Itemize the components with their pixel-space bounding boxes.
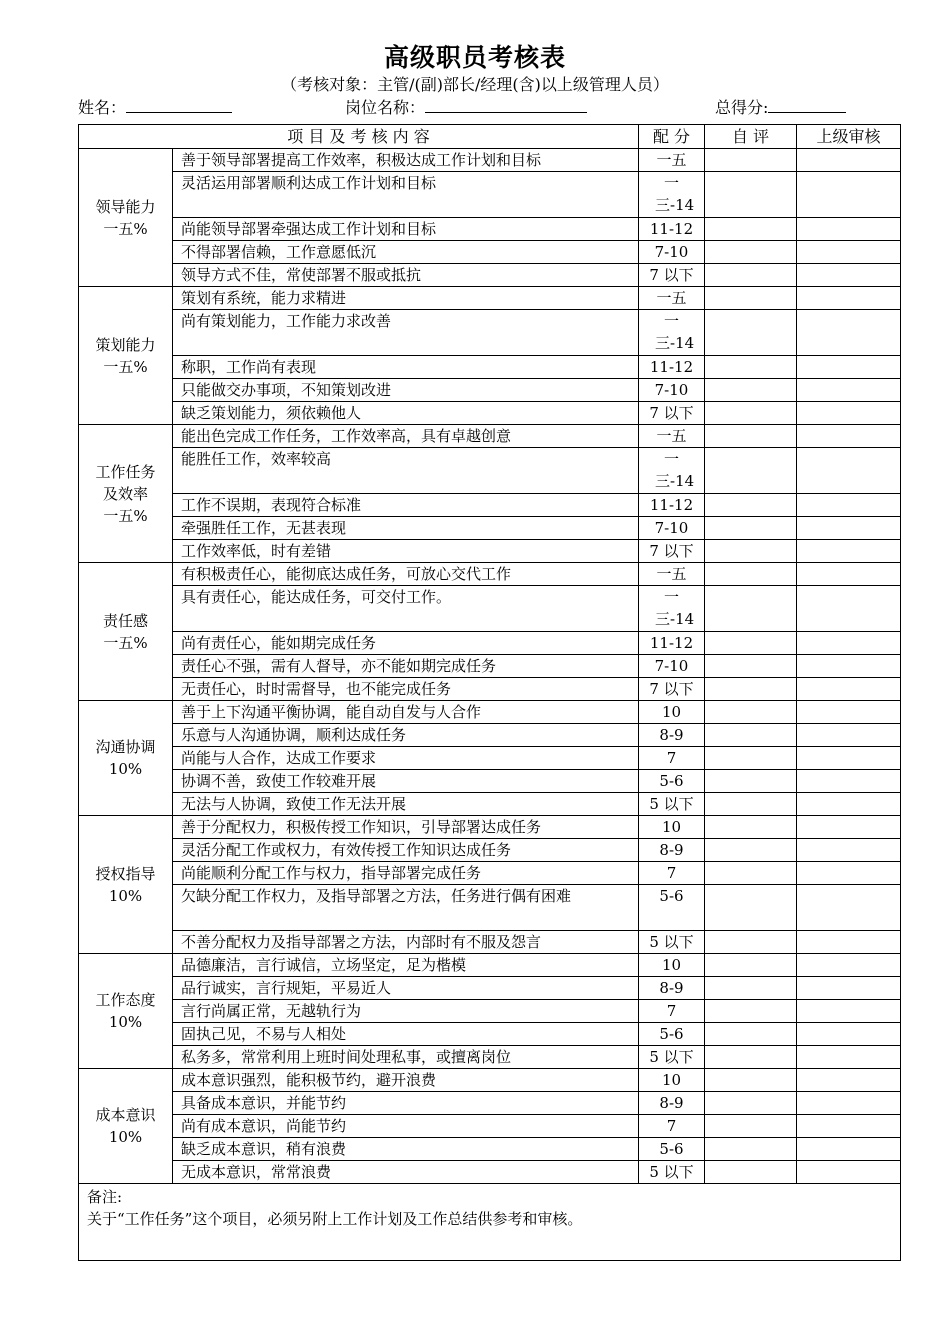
criterion-description: 领导方式不佳，常使部署不服或抵抗: [173, 264, 639, 287]
category-cell: [79, 563, 173, 701]
header-item: 项 目 及 考 核 内 容: [79, 125, 639, 149]
category-weight: 10%: [108, 886, 143, 905]
form-title: 高级职员考核表: [383, 43, 566, 72]
total-score-blank[interactable]: [768, 96, 846, 113]
superior-review-cell[interactable]: [797, 1161, 901, 1184]
table-row: [79, 839, 901, 862]
self-eval-cell[interactable]: [705, 448, 797, 494]
superior-review-cell[interactable]: [797, 241, 901, 264]
category-weight: 10%: [108, 1128, 143, 1146]
superior-review-cell[interactable]: [797, 1046, 901, 1069]
criterion-score: 一五: [639, 425, 705, 448]
criterion-score: 11-12: [639, 356, 705, 379]
superior-review-cell[interactable]: [797, 862, 901, 885]
self-eval-cell[interactable]: [705, 287, 797, 310]
table-row: [79, 241, 901, 264]
self-eval-cell[interactable]: [705, 632, 797, 655]
category-name: 工作任务及效率: [95, 462, 156, 503]
superior-review-cell[interactable]: [797, 402, 901, 425]
self-eval-cell[interactable]: [705, 770, 797, 793]
self-eval-cell[interactable]: [705, 747, 797, 770]
self-eval-cell[interactable]: [705, 1046, 797, 1069]
self-eval-cell[interactable]: [705, 1023, 797, 1046]
self-eval-cell[interactable]: [705, 172, 797, 218]
superior-review-cell[interactable]: [797, 379, 901, 402]
superior-review-cell[interactable]: [797, 885, 901, 931]
criterion-description: 品德廉洁，言行诚信，立场坚定，足为楷模: [173, 954, 639, 977]
criterion-score: 7-10: [639, 379, 705, 402]
self-eval-cell[interactable]: [705, 724, 797, 747]
superior-review-cell[interactable]: [797, 724, 901, 747]
name-field[interactable]: [78, 95, 232, 118]
criterion-description: 乐意与人沟通协调，顺利达成任务: [173, 724, 639, 747]
criterion-score: 7-10: [639, 655, 705, 678]
criterion-description: 能胜任工作，效率较高: [173, 448, 639, 494]
criterion-score: 10: [639, 954, 705, 977]
criterion-score: 7 以下: [639, 678, 705, 701]
category-weight: 一五%: [103, 357, 148, 376]
self-eval-cell[interactable]: [705, 1161, 797, 1184]
category-name: 工作态度: [95, 991, 156, 1009]
criterion-score: 7: [639, 1000, 705, 1023]
name-blank[interactable]: [126, 96, 232, 113]
table-row: [79, 1092, 901, 1115]
criterion-description: 私务多，常常利用上班时间处理私事，或擅离岗位: [173, 1046, 639, 1069]
criterion-score: 一三-14: [639, 448, 705, 494]
superior-review-cell[interactable]: [797, 678, 901, 701]
criterion-score: 11-12: [639, 632, 705, 655]
criterion-score: 一三-14: [639, 586, 705, 632]
criterion-score: 7: [639, 862, 705, 885]
criterion-score: 5 以下: [639, 793, 705, 816]
category-name: 策划能力: [95, 335, 156, 354]
table-row: [79, 540, 901, 563]
category-cell: [79, 149, 173, 287]
criterion-description: 缺乏成本意识，稍有浪费: [173, 1138, 639, 1161]
self-eval-cell[interactable]: [705, 954, 797, 977]
superior-review-cell[interactable]: [797, 172, 901, 218]
table-row: [79, 793, 901, 816]
category-cell: [79, 954, 173, 1069]
superior-review-cell[interactable]: [797, 264, 901, 287]
table-row: [79, 1115, 901, 1138]
note-cell: [79, 1184, 901, 1261]
superior-review-cell[interactable]: [797, 1092, 901, 1115]
criterion-description: 工作不误期，表现符合标准: [173, 494, 639, 517]
category-weight: 一五%: [103, 219, 148, 238]
self-eval-cell[interactable]: [705, 839, 797, 862]
criterion-description: 无成本意识，常常浪费: [173, 1161, 639, 1184]
table-row: [79, 448, 901, 494]
note-label: 备注:: [87, 1188, 123, 1206]
self-eval-cell[interactable]: [705, 931, 797, 954]
criterion-description: 尚能领导部署牵强达成工作计划和目标: [173, 218, 639, 241]
superior-review-cell[interactable]: [797, 770, 901, 793]
table-row: [79, 402, 901, 425]
table-row: [79, 724, 901, 747]
criterion-description: 不善分配权力及指导部署之方法，内部时有不服及怨言: [173, 931, 639, 954]
superior-review-cell[interactable]: [797, 1000, 901, 1023]
category-weight: 10%: [108, 1013, 143, 1031]
table-row: [79, 862, 901, 885]
table-row: [79, 747, 901, 770]
superior-review-cell[interactable]: [797, 517, 901, 540]
table-row: [79, 885, 901, 931]
category-name: 领导能力: [95, 197, 156, 216]
header-score: 配 分: [639, 125, 705, 149]
self-eval-cell[interactable]: [705, 494, 797, 517]
category-weight: 一五%: [103, 633, 148, 652]
criterion-score: 7 以下: [639, 402, 705, 425]
criterion-score: 7-10: [639, 241, 705, 264]
superior-review-cell[interactable]: [797, 1023, 901, 1046]
superior-review-cell[interactable]: [797, 425, 901, 448]
superior-review-cell[interactable]: [797, 747, 901, 770]
self-eval-cell[interactable]: [705, 563, 797, 586]
criterion-score: 5 以下: [639, 931, 705, 954]
position-field[interactable]: [345, 95, 587, 118]
criterion-score: 8-9: [639, 839, 705, 862]
criterion-score: 7 以下: [639, 540, 705, 563]
category-name: 沟通协调: [95, 738, 156, 756]
self-eval-cell[interactable]: [705, 793, 797, 816]
position-label: 岗位名称：: [345, 98, 426, 117]
criterion-description: 牵强胜任工作，无甚表现: [173, 517, 639, 540]
self-eval-cell[interactable]: [705, 678, 797, 701]
table-row: [79, 172, 901, 218]
criterion-description: 固执己见，不易与人相处: [173, 1023, 639, 1046]
criterion-description: 具有责任心，能达成任务，可交付工作。: [173, 586, 639, 632]
criterion-score: 5-6: [639, 1023, 705, 1046]
self-eval-cell[interactable]: [705, 977, 797, 1000]
superior-review-cell[interactable]: [797, 448, 901, 494]
superior-review-cell[interactable]: [797, 954, 901, 977]
criterion-score: 8-9: [639, 1092, 705, 1115]
criterion-score: 5-6: [639, 770, 705, 793]
self-eval-cell[interactable]: [705, 264, 797, 287]
superior-review-cell[interactable]: [797, 977, 901, 1000]
superior-review-cell[interactable]: [797, 218, 901, 241]
category-name: 成本意识: [95, 1106, 156, 1124]
table-row: [79, 1138, 901, 1161]
criterion-score: 一三-14: [639, 310, 705, 356]
superior-review-cell[interactable]: [797, 632, 901, 655]
criterion-score: 7-10: [639, 517, 705, 540]
criterion-score: 5-6: [639, 885, 705, 931]
superior-review-cell[interactable]: [797, 540, 901, 563]
total-score-field[interactable]: [715, 95, 846, 118]
criterion-score: 一三-14: [639, 172, 705, 218]
category-weight: 一五%: [103, 506, 148, 525]
self-eval-cell[interactable]: [705, 862, 797, 885]
self-eval-cell[interactable]: [705, 241, 797, 264]
table-row: [79, 954, 901, 977]
self-eval-cell[interactable]: [705, 402, 797, 425]
table-row: [79, 1046, 901, 1069]
superior-review-cell[interactable]: [797, 1138, 901, 1161]
table-row: [79, 517, 901, 540]
superior-review-cell[interactable]: [797, 310, 901, 356]
superior-review-cell[interactable]: [797, 931, 901, 954]
criterion-description: 灵活运用部署顺利达成工作计划和目标: [173, 172, 639, 218]
table-row: [79, 218, 901, 241]
self-eval-cell[interactable]: [705, 310, 797, 356]
criterion-score: 10: [639, 1069, 705, 1092]
criterion-description: 善于分配权力，积极传授工作知识，引导部署达成任务: [173, 816, 639, 839]
criterion-description: 成本意识强烈，能积极节约，避开浪费: [173, 1069, 639, 1092]
category-cell: [79, 425, 173, 563]
header-self-eval: 自 评: [705, 125, 797, 149]
superior-review-cell[interactable]: [797, 149, 901, 172]
table-row: [79, 494, 901, 517]
superior-review-cell[interactable]: [797, 839, 901, 862]
self-eval-cell[interactable]: [705, 1115, 797, 1138]
self-eval-cell[interactable]: [705, 540, 797, 563]
criterion-score: 10: [639, 701, 705, 724]
superior-review-cell[interactable]: [797, 287, 901, 310]
category-name: 责任感: [102, 611, 148, 630]
superior-review-cell[interactable]: [797, 655, 901, 678]
criterion-description: 善于领导部署提高工作效率，积极达成工作计划和目标: [173, 149, 639, 172]
table-row: [79, 149, 901, 172]
header-superior-review: 上级审核: [797, 125, 901, 149]
self-eval-cell[interactable]: [705, 1069, 797, 1092]
criterion-description: 尚能与人合作，达成工作要求: [173, 747, 639, 770]
self-eval-cell[interactable]: [705, 885, 797, 931]
category-cell: [79, 1069, 173, 1184]
criterion-score: 7: [639, 1115, 705, 1138]
criterion-description: 尚能顺利分配工作与权力，指导部署完成任务: [173, 862, 639, 885]
criterion-description: 欠缺分配工作权力，及指导部署之方法，任务进行偶有困难: [173, 885, 639, 931]
self-eval-cell[interactable]: [705, 816, 797, 839]
self-eval-cell[interactable]: [705, 218, 797, 241]
criterion-score: 11-12: [639, 218, 705, 241]
table-row: [79, 1000, 901, 1023]
superior-review-cell[interactable]: [797, 356, 901, 379]
table-row: [79, 356, 901, 379]
criterion-score: 5 以下: [639, 1046, 705, 1069]
assessment-table: [78, 124, 901, 1261]
criterion-description: 无责任心，时时需督导，也不能完成任务: [173, 678, 639, 701]
superior-review-cell[interactable]: [797, 816, 901, 839]
self-eval-cell[interactable]: [705, 517, 797, 540]
table-row: [79, 287, 901, 310]
criterion-score: 5 以下: [639, 1161, 705, 1184]
table-row: [79, 931, 901, 954]
criterion-score: 一五: [639, 149, 705, 172]
superior-review-cell[interactable]: [797, 563, 901, 586]
criterion-description: 只能做交办事项，不知策划改进: [173, 379, 639, 402]
criterion-description: 具备成本意识，并能节约: [173, 1092, 639, 1115]
self-eval-cell[interactable]: [705, 379, 797, 402]
table-row: [79, 586, 901, 632]
criterion-description: 缺乏策划能力，须依赖他人: [173, 402, 639, 425]
criterion-description: 有积极责任心，能彻底达成任务，可放心交代工作: [173, 563, 639, 586]
criterion-description: 灵活分配工作或权力，有效传授工作知识达成任务: [173, 839, 639, 862]
total-score-label: 总得分:: [715, 98, 769, 117]
criterion-description: 协调不善，致使工作较难开展: [173, 770, 639, 793]
superior-review-cell[interactable]: [797, 793, 901, 816]
criterion-score: 5-6: [639, 1138, 705, 1161]
criterion-description: 尚有成本意识，尚能节约: [173, 1115, 639, 1138]
criterion-description: 尚有策划能力，工作能力求改善: [173, 310, 639, 356]
category-name: 授权指导: [95, 864, 156, 883]
criterion-description: 策划有系统，能力求精进: [173, 287, 639, 310]
table-row: [79, 632, 901, 655]
table-row: [79, 678, 901, 701]
table-row: [79, 310, 901, 356]
self-eval-cell[interactable]: [705, 655, 797, 678]
self-eval-cell[interactable]: [705, 149, 797, 172]
category-cell: [79, 816, 173, 954]
self-eval-cell[interactable]: [705, 1092, 797, 1115]
criterion-description: 言行尚属正常，无越轨行为: [173, 1000, 639, 1023]
superior-review-cell[interactable]: [797, 494, 901, 517]
self-eval-cell[interactable]: [705, 586, 797, 632]
category-cell: [79, 701, 173, 816]
criterion-score: 7 以下: [639, 264, 705, 287]
category-cell: [79, 287, 173, 425]
criterion-description: 工作效率低，时有差错: [173, 540, 639, 563]
table-header-row: [79, 125, 901, 149]
name-label: 姓名：: [78, 98, 127, 117]
criterion-description: 品行诚实，言行规矩，平易近人: [173, 977, 639, 1000]
criterion-description: 尚有责任心，能如期完成任务: [173, 632, 639, 655]
self-eval-cell[interactable]: [705, 701, 797, 724]
criterion-score: 一五: [639, 287, 705, 310]
self-eval-cell[interactable]: [705, 1138, 797, 1161]
self-eval-cell[interactable]: [705, 356, 797, 379]
criterion-description: 不得部署信赖，工作意愿低沉: [173, 241, 639, 264]
criterion-score: 7: [639, 747, 705, 770]
criterion-score: 一五: [639, 563, 705, 586]
note-text: 关于“工作任务”这个项目，必须另附上工作计划及工作总结供参考和审核。: [87, 1210, 583, 1228]
superior-review-cell[interactable]: [797, 701, 901, 724]
note-row: [79, 1184, 901, 1261]
table-row: [79, 816, 901, 839]
criterion-score: 8-9: [639, 977, 705, 1000]
table-row: [79, 701, 901, 724]
table-body: [79, 149, 901, 1184]
table-row: [79, 655, 901, 678]
table-row: [79, 770, 901, 793]
superior-review-cell[interactable]: [797, 1115, 901, 1138]
form-subtitle: （考核对象：主管/(副)部长/经理(含)以上级管理人员）: [281, 75, 669, 94]
table-row: [79, 425, 901, 448]
table-row: [79, 563, 901, 586]
criterion-description: 善于上下沟通平衡协调，能自动自发与人合作: [173, 701, 639, 724]
table-row: [79, 1069, 901, 1092]
table-row: [79, 1023, 901, 1046]
criterion-score: 10: [639, 816, 705, 839]
table-row: [79, 264, 901, 287]
criterion-description: 能出色完成工作任务，工作效率高，具有卓越创意: [173, 425, 639, 448]
table-row: [79, 1161, 901, 1184]
position-blank[interactable]: [425, 96, 587, 113]
criterion-score: 8-9: [639, 724, 705, 747]
category-weight: 10%: [108, 760, 143, 778]
criterion-description: 无法与人协调，致使工作无法开展: [173, 793, 639, 816]
superior-review-cell[interactable]: [797, 586, 901, 632]
table-row: [79, 977, 901, 1000]
table-row: [79, 379, 901, 402]
superior-review-cell[interactable]: [797, 1069, 901, 1092]
criterion-description: 责任心不强，需有人督导，亦不能如期完成任务: [173, 655, 639, 678]
criterion-score: 11-12: [639, 494, 705, 517]
criterion-description: 称职，工作尚有表现: [173, 356, 639, 379]
self-eval-cell[interactable]: [705, 425, 797, 448]
self-eval-cell[interactable]: [705, 1000, 797, 1023]
